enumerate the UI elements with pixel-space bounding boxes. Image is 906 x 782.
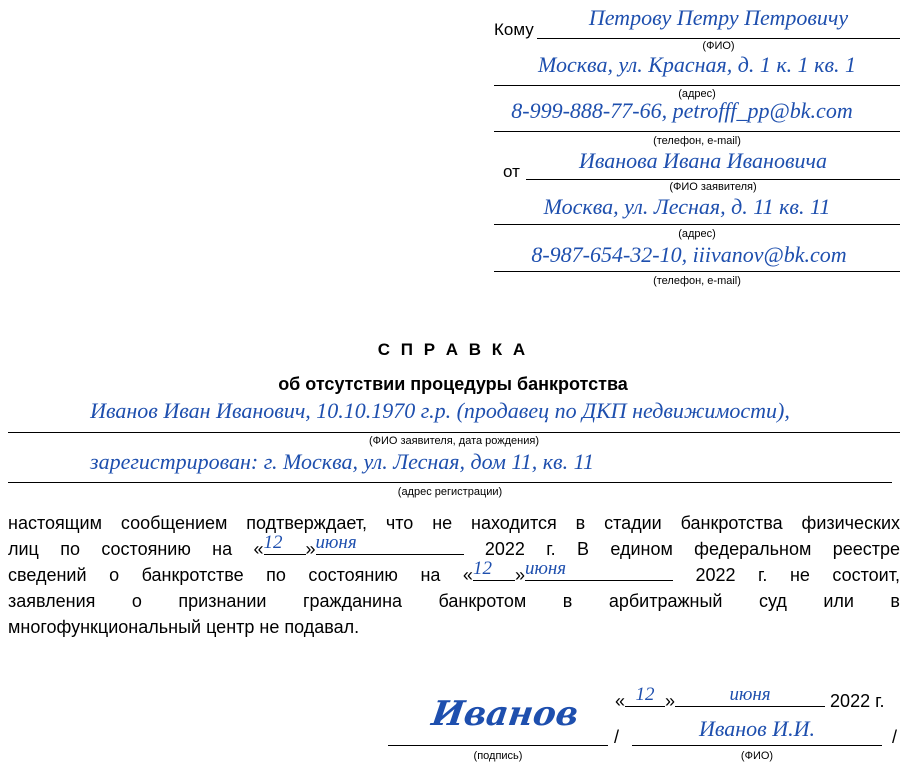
body-line-3 (8, 558, 900, 588)
footer-close-quote: » (665, 691, 676, 711)
body-line-1: настоящим сообщением подтверждает, что не находится в стадии банкротства физических (8, 513, 900, 533)
month-value-1: июня (315, 532, 357, 553)
month-blank-2 (524, 558, 673, 581)
applicant-line (8, 432, 900, 433)
recipient-address: Москва, ул. Красная, д. 1 к. 1 кв. 1 (537, 52, 856, 77)
from-label: от (503, 162, 520, 181)
recipient-address-line (494, 85, 900, 86)
sender-name-line (526, 179, 900, 180)
signature: Иванов (429, 694, 582, 734)
footer-name-caption: (ФИО) (740, 750, 774, 762)
document-subtitle: об отсутствии процедуры банкротства (278, 374, 628, 394)
registration-address: зарегистрирован: г. Москва, ул. Лесная, дом 11, кв. 11 (90, 449, 594, 474)
day-blank-2 (472, 558, 515, 581)
sender-name: Иванова Ивана Ивановича (578, 148, 828, 173)
day-value-1: 12 (263, 532, 283, 553)
recipient-name-caption: (ФИО) (702, 40, 735, 52)
body-line-3-post: 2022 г. не состоит, (695, 565, 900, 585)
document-title: С П Р А В К А (377, 340, 529, 359)
footer-year: 2022 г. (830, 691, 885, 711)
day-value-2: 12 (472, 558, 492, 579)
recipient-address-caption: (адрес) (678, 88, 716, 100)
footer-day-blank (625, 684, 665, 707)
recipient-contacts: 8-999-888-77-66, petrofff_pp@bk.com (511, 98, 853, 123)
body-line-2-pre: лиц по состоянию на « (8, 539, 264, 559)
body-line-2-mid: » (305, 539, 316, 559)
body-paragraph (8, 510, 900, 640)
sender-address-line (494, 224, 900, 225)
body-line-2-post: 2022 г. В едином федеральном реестре (484, 539, 900, 559)
to-label: Кому (494, 20, 534, 39)
body-line-5: многофункциональный центр не подавал. (8, 617, 360, 637)
sender-address-caption: (адрес) (678, 228, 716, 240)
signature-line (388, 745, 608, 746)
signature-caption: (подпись) (473, 750, 523, 762)
sender-contacts-line (494, 271, 900, 272)
registration-caption: (адрес регистрации) (397, 486, 503, 498)
recipient-name: Петрову Петру Петровичу (588, 5, 849, 30)
sender-contacts: 8-987-654-32-10, iiivanov@bk.com (531, 242, 847, 267)
footer-day: 12 (635, 684, 655, 705)
body-line-3-pre: сведений о банкротстве по состоянию на « (8, 565, 473, 585)
body-line-2 (8, 532, 900, 562)
recipient-contacts-caption: (телефон, e-mail) (653, 135, 741, 147)
applicant-info: Иванов Иван Иванович, 10.10.1970 г.р. (продавец по ДКП недвижимости), (90, 398, 790, 423)
body-line-4: заявления о признании гражданина банкротом в арбитражный суд или в (8, 591, 900, 611)
body-line-3-mid: » (514, 565, 525, 585)
recipient-contacts-line (494, 131, 900, 132)
recipient-name-line (537, 38, 900, 39)
sender-address: Москва, ул. Лесная, д. 11 кв. 11 (543, 194, 831, 219)
applicant-caption: (ФИО заявителя, дата рождения) (368, 435, 540, 447)
footer-date (615, 684, 885, 712)
footer-name-line (632, 745, 882, 746)
footer-signer-name: Иванов И.И. (698, 716, 816, 741)
footer-open-quote: « (615, 691, 626, 711)
footer-month: июня (729, 684, 771, 705)
day-blank-1 (263, 532, 306, 555)
month-value-2: июня (524, 558, 567, 579)
footer-month-blank (675, 684, 825, 707)
sender-name-caption: (ФИО заявителя) (669, 181, 757, 193)
month-blank-1 (315, 532, 464, 555)
slash-2: / (892, 727, 898, 747)
sender-contacts-caption: (телефон, e-mail) (653, 275, 741, 287)
slash-1: / (614, 727, 620, 747)
registration-line (8, 482, 892, 483)
